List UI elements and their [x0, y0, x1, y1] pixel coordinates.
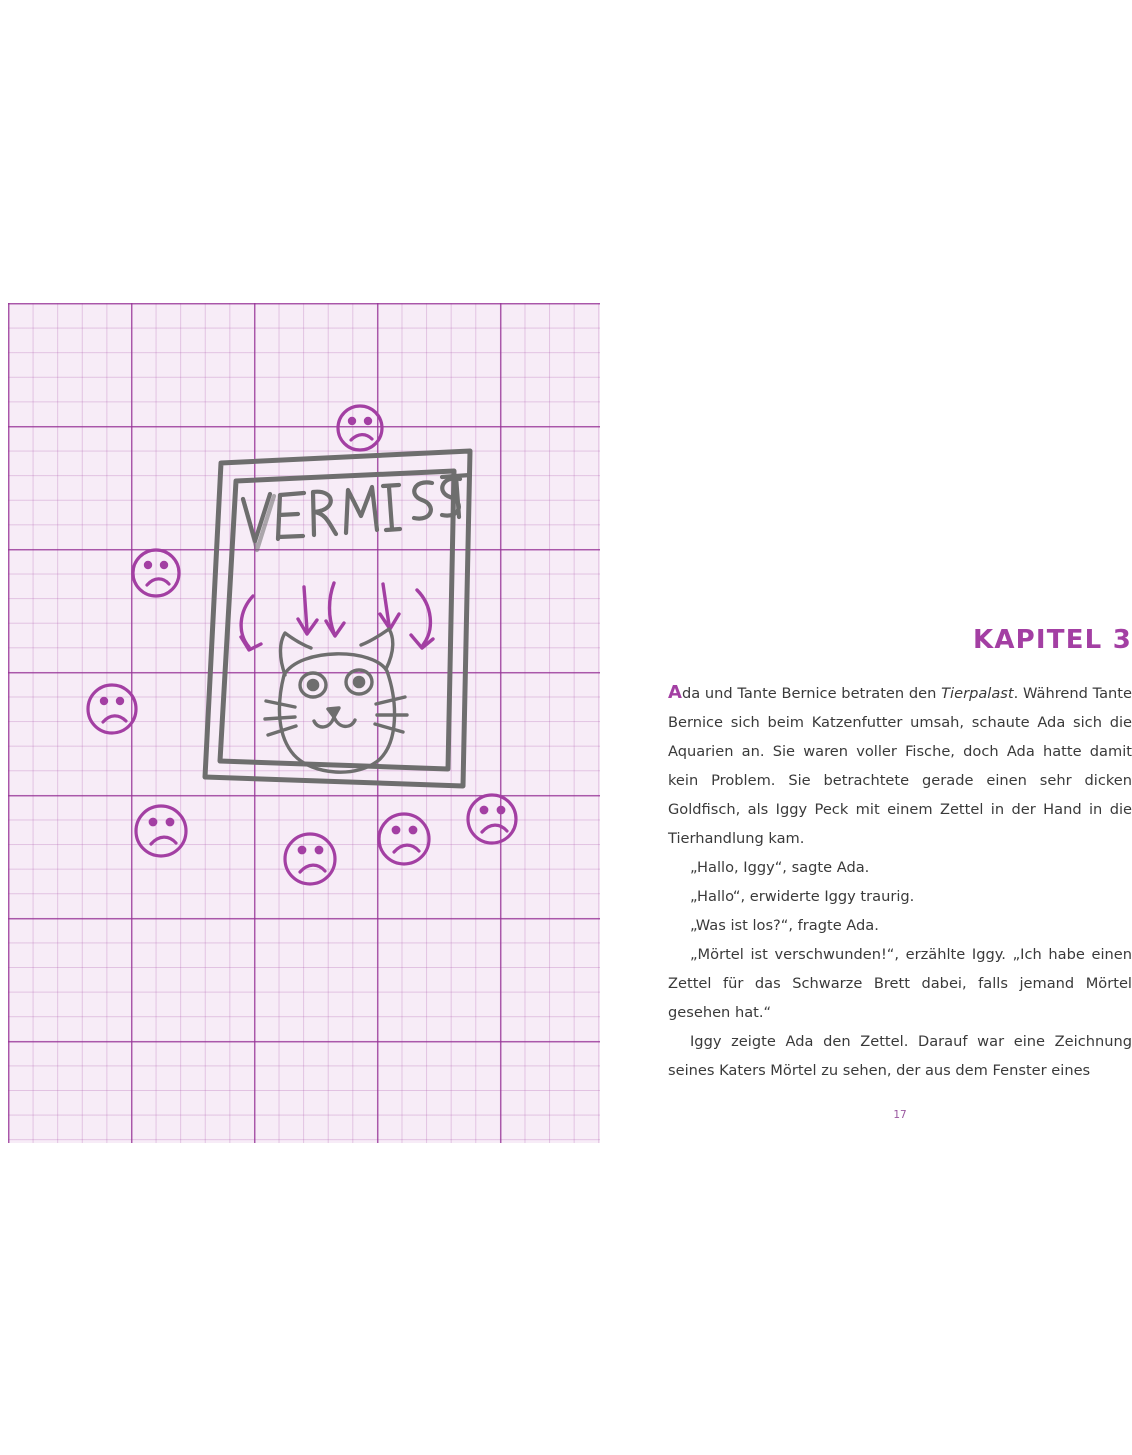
left-illustration-page — [8, 303, 600, 1143]
paragraph-dialogue-1: „Hallo, Iggy“, sagte Ada. — [690, 859, 870, 876]
chapter-body — [668, 678, 1132, 1085]
sad-face-icon — [88, 685, 136, 733]
sad-face-icon — [468, 795, 516, 843]
drop-cap: A — [668, 682, 682, 703]
sad-face-icon — [136, 806, 186, 856]
book-title-italic: Tierpalast — [941, 685, 1014, 702]
sad-face-icon — [133, 550, 179, 596]
paragraph-dialogue-2: „Hallo“, erwiderte Iggy traurig. — [690, 888, 915, 905]
doodle-illustration — [8, 303, 600, 1143]
paragraph-closing: Iggy zeigte Ada den Zettel. Darauf war eine Zeichnung seines Katers Mörtel zu sehen, der aus dem Fenster eines — [668, 1033, 1132, 1079]
right-text-page — [600, 303, 1132, 1143]
arrow-icons — [241, 583, 433, 650]
sad-face-icon — [285, 834, 335, 884]
page-number: 17 — [893, 1109, 907, 1121]
paragraph-dialogue-4: „Mörtel ist verschwunden!“, erzählte Iggy. „Ich habe einen Zettel für das Schwarze Brett dabei, falls jemand Mörtel gesehen hat.“ — [668, 946, 1132, 1021]
paragraph-opening-lead: da und Tante Bernice betraten den — [681, 685, 942, 702]
sad-face-icon — [379, 814, 429, 864]
poster-headline-lettering — [243, 475, 470, 550]
paragraph-opening-tail: . Während Tante Bernice sich beim Katzenfutter umsah, schaute Ada sich die Aquarien an. Sie waren voller Fische, doch Ada hatte damit kein Problem. Sie betrachtete gerade einen sehr dicken Goldfisch, als Iggy Peck mit einem Zettel in der Hand in die Tierhandlung kam. — [668, 685, 1132, 847]
paragraph-dialogue-3: „Was ist los?“, fragte Ada. — [690, 917, 879, 934]
chapter-title: KAPITEL 3 — [972, 625, 1132, 655]
sad-face-icon — [338, 406, 382, 450]
paragraph-opening — [668, 678, 1132, 853]
cat-face-icon — [265, 629, 407, 772]
